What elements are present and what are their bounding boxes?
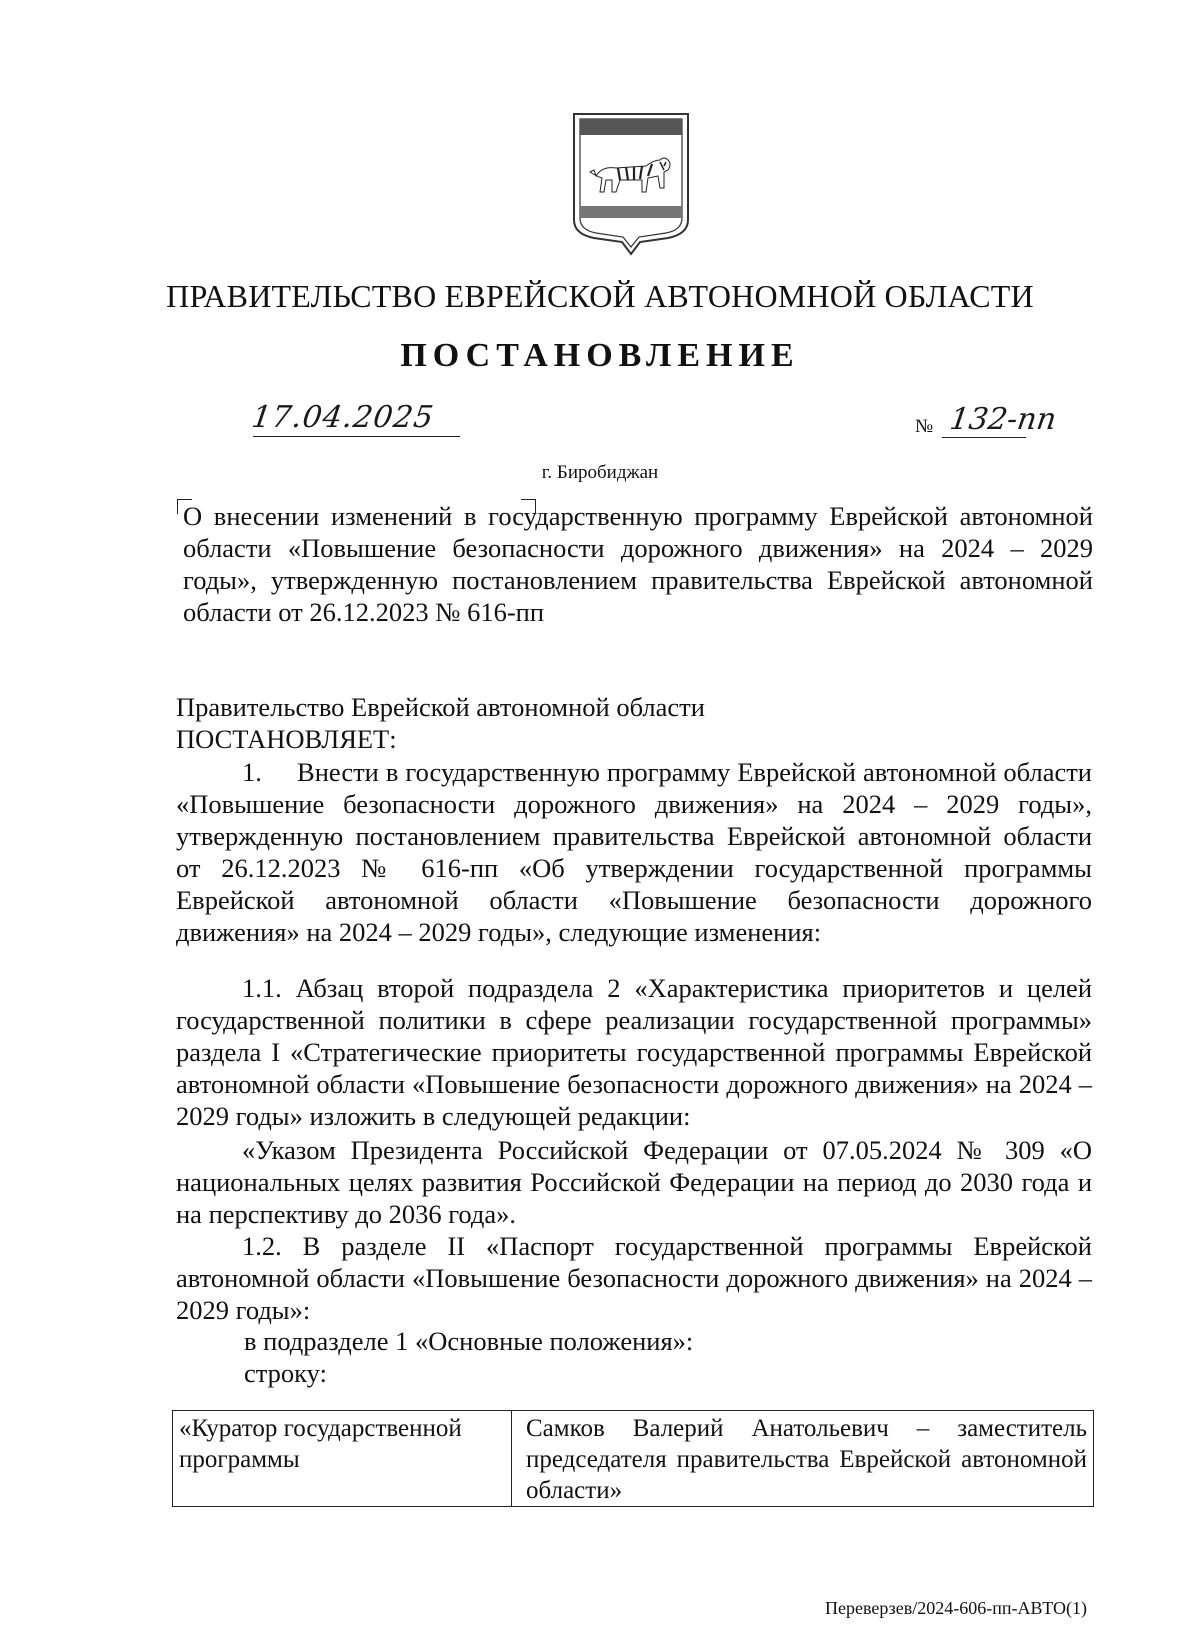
government-title: ПРАВИТЕЛЬСТВО ЕВРЕЙСКОЙ АВТОНОМНОЙ ОБЛАСТИ [166, 278, 1034, 314]
paragraph-1-2: 1.2. В разделе II «Паспорт государственной программы Еврейской автономной области «Повышение безопасности дорожного движения» на 2024 – 2029 годы»: [176, 1231, 1092, 1325]
paragraph-1: 1. Внести в государственную программу Еврейской автономной области «Повышение безопасности дорожного движения» на 2024 – 2029 годы», утвержденную постановлением правительства Еврейской автономной области от 26.12.2023 № 616-пп «Об утверждении государственной программы Еврейской автономной области «Повышение безопасности дорожного движения» на 2024 – 2029 годы», следующие изменения: [176, 757, 1092, 947]
row-word: строку: [244, 1358, 327, 1388]
subsection-line: в подразделе 1 «Основные положения»: [244, 1326, 694, 1356]
number-label: № [915, 416, 934, 437]
footer-reference: Переверзев/2024-606-пп-АВТО(1) [825, 1598, 1087, 1618]
coat-of-arms-emblem [568, 110, 694, 256]
table-cell-label: «Куратор государственной программы [173, 1411, 512, 1507]
government-line: Правительство Еврейской автономной области [176, 692, 705, 722]
document-subject: О внесении изменений в государственную программу Еврейской автономной области «Повышение безопасности дорожного движения» на 2024 – 2029 годы», утвержденную постановлением правительства Еврейской автономной области от 26.12.2023 № 616-пп [183, 501, 1093, 627]
quoted-text: «Указом Президента Российской Федерации от 07.05.2024 № 309 «О национальных целях развития Российской Федерации на период до 2030 года и на перспективу до 2036 года». [176, 1135, 1092, 1229]
handwritten-date: 17.04.2025 [249, 400, 437, 435]
date-underline [253, 436, 460, 437]
tiger-icon [590, 158, 670, 192]
curator-table [172, 1410, 1094, 1507]
paragraph-1-1: 1.1. Абзац второй подраздела 2 «Характеристика приоритетов и целей государственной политики в сфере реализации государственной программы» раздела I «Стратегические приоритеты государственной программы Еврейской автономной области «Повышение безопасности дорожного движения» на 2024 – 2029 годы» изложить в следующей редакции: [176, 973, 1092, 1131]
decree-word: ПОСТАНОВЛЯЕТ: [176, 724, 397, 754]
table-cell-value: Самков Валерий Анатольевич – заместитель председателя правительства Еврейской автономной области» [512, 1411, 1094, 1507]
city-line: г. Биробиджан [541, 462, 659, 483]
handwritten-number: 132-пп [947, 402, 1059, 437]
number-underline [942, 437, 1026, 438]
table-row [173, 1411, 1094, 1507]
document-type-heading: ПОСТАНОВЛЕНИЕ [400, 337, 800, 374]
